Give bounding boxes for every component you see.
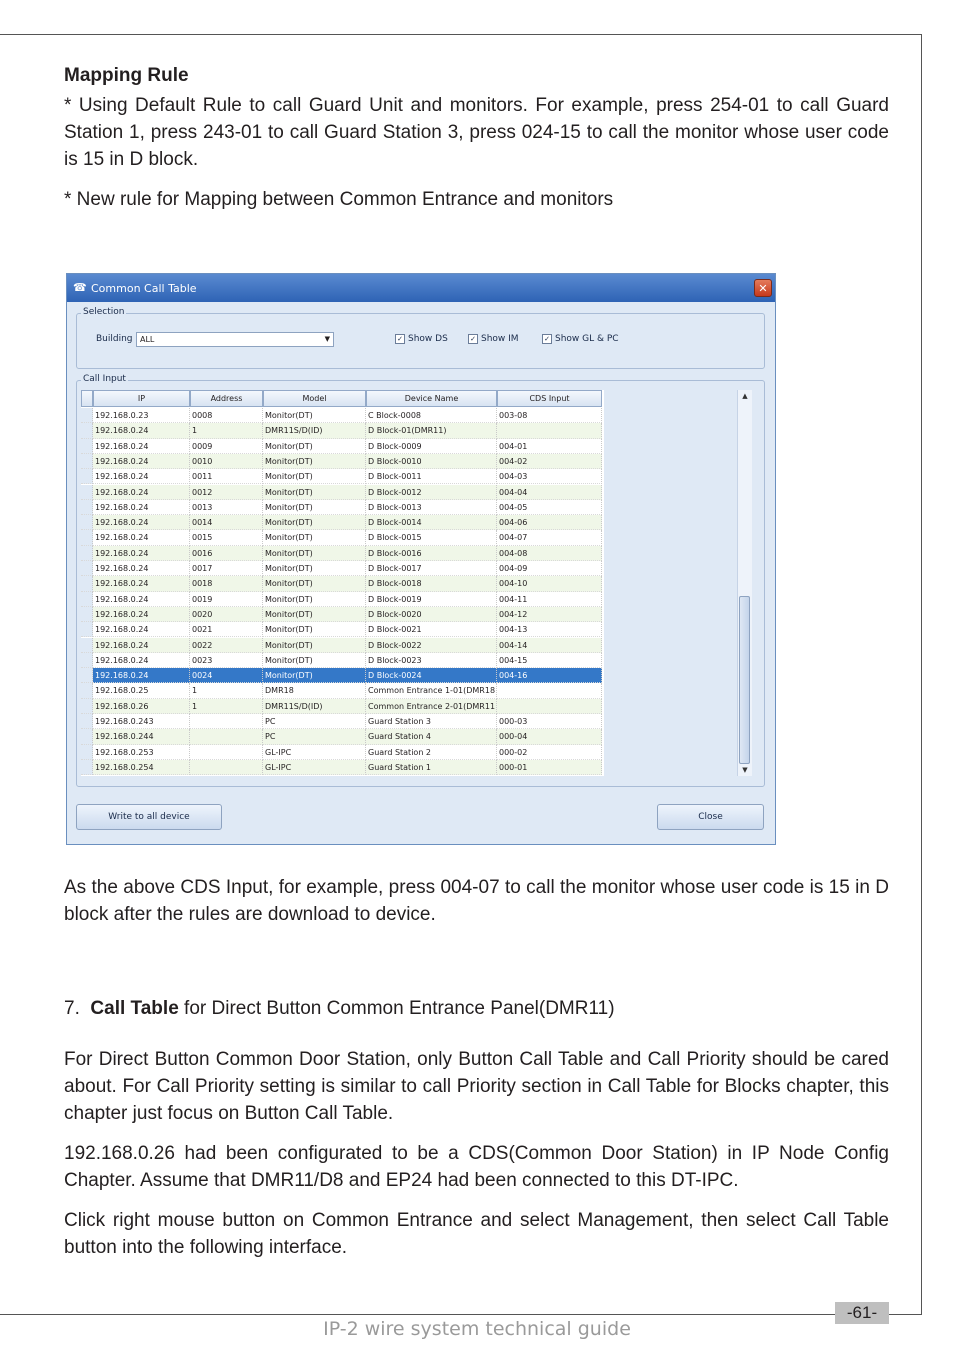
table-cell: 0012: [190, 485, 263, 500]
table-row[interactable]: [81, 530, 602, 545]
table-row[interactable]: [81, 469, 602, 484]
row-header[interactable]: [81, 454, 93, 469]
table-cell: 004-10: [497, 576, 602, 591]
table-cell: 192.168.0.24: [93, 592, 190, 607]
table-cell: Monitor(DT): [263, 576, 366, 591]
window-title: Common Call Table: [91, 281, 197, 295]
selection-group-label: Selection: [83, 307, 125, 317]
table-cell: D Block-0019: [366, 592, 497, 607]
scroll-up-icon[interactable]: ▲: [742, 392, 748, 400]
table-cell: 192.168.0.25: [93, 683, 190, 698]
show-ds-checkbox[interactable]: [395, 334, 448, 344]
row-header[interactable]: [81, 745, 93, 760]
footer-guide-title: IP-2 wire system technical guide: [323, 1318, 631, 1340]
table-cell: 0020: [190, 607, 263, 622]
table-cell: 000-01: [497, 760, 602, 775]
row-header[interactable]: [81, 561, 93, 576]
table-row[interactable]: [81, 592, 602, 607]
table-cell: 004-02: [497, 454, 602, 469]
building-select[interactable]: [136, 332, 334, 347]
table-cell: 0009: [190, 439, 263, 454]
table-cell: Monitor(DT): [263, 592, 366, 607]
common-call-table-window: [66, 273, 776, 845]
table-cell: [190, 745, 263, 760]
table-cell: [497, 699, 602, 714]
table-cell: 0014: [190, 515, 263, 530]
table-cell: D Block-0020: [366, 607, 497, 622]
table-cell: 004-14: [497, 638, 602, 653]
table-cell: 000-02: [497, 745, 602, 760]
row-header[interactable]: [81, 622, 93, 637]
table-cell: 004-13: [497, 622, 602, 637]
table-cell: 0024: [190, 668, 263, 683]
row-header[interactable]: [81, 729, 93, 744]
table-cell: Monitor(DT): [263, 638, 366, 653]
table-cell: DMR11S/D(ID): [263, 423, 366, 438]
chevron-down-icon: ▼: [324, 335, 330, 343]
row-header[interactable]: [81, 469, 93, 484]
table-cell: 192.168.0.24: [93, 485, 190, 500]
table-row[interactable]: [81, 745, 602, 760]
table-cell: 0015: [190, 530, 263, 545]
table-cell: 000-04: [497, 729, 602, 744]
table-row[interactable]: [81, 439, 602, 454]
table-cell: D Block-0010: [366, 454, 497, 469]
table-cell: Guard Station 2: [366, 745, 497, 760]
table-row[interactable]: [81, 423, 602, 438]
table-cell: Monitor(DT): [263, 668, 366, 683]
table-cell: D Block-0013: [366, 500, 497, 515]
table-cell: 192.168.0.24: [93, 561, 190, 576]
table-cell: 192.168.0.253: [93, 745, 190, 760]
window-title-bar: [67, 274, 775, 302]
column-header[interactable]: Address: [190, 390, 263, 407]
table-cell: D Block-0009: [366, 439, 497, 454]
table-row[interactable]: [81, 515, 602, 530]
table-cell: 192.168.0.24: [93, 530, 190, 545]
table-cell: 192.168.0.24: [93, 454, 190, 469]
scrollbar-thumb[interactable]: [739, 596, 750, 764]
call-table-paragraph-1: For Direct Button Common Door Station, only Button Call Table and Call Priority should be cared about. For Call Priority setting is similar to call Priority section in Call Table for Blocks chapter, this chapter just focus on Button Call Table.: [64, 1049, 889, 1124]
row-header[interactable]: [81, 500, 93, 515]
column-header[interactable]: IP: [93, 390, 190, 407]
section-mapping-rule: [64, 62, 889, 213]
row-header[interactable]: [81, 576, 93, 591]
table-cell: 192.168.0.24: [93, 546, 190, 561]
show-ds-label: Show DS: [408, 334, 448, 344]
table-cell: 192.168.0.24: [93, 622, 190, 637]
table-row[interactable]: [81, 576, 602, 591]
table-cell: 004-15: [497, 653, 602, 668]
close-button[interactable]: Close: [657, 804, 764, 830]
row-header[interactable]: [81, 699, 93, 714]
table-cell: Monitor(DT): [263, 485, 366, 500]
table-cell: Monitor(DT): [263, 500, 366, 515]
row-header[interactable]: [81, 592, 93, 607]
column-header[interactable]: Device Name: [366, 390, 497, 407]
table-cell: 004-08: [497, 546, 602, 561]
table-row[interactable]: [81, 683, 602, 698]
table-cell: Monitor(DT): [263, 561, 366, 576]
call-table-heading: [64, 995, 889, 1022]
scroll-down-icon[interactable]: ▼: [742, 766, 748, 774]
table-row[interactable]: [81, 408, 602, 423]
table-cell: 0022: [190, 638, 263, 653]
table-cell: D Block-0023: [366, 653, 497, 668]
table-cell: 192.168.0.24: [93, 653, 190, 668]
table-cell: DMR18: [263, 683, 366, 698]
row-header[interactable]: [81, 683, 93, 698]
building-label: Building: [96, 334, 133, 344]
call-table-paragraph-3: Click right mouse button on Common Entrance and select Management, then select Call Table button into the following interface.: [64, 1210, 889, 1258]
table-cell: Guard Station 3: [366, 714, 497, 729]
table-cell: [190, 729, 263, 744]
table-cell: D Block-0012: [366, 485, 497, 500]
window-close-button[interactable]: ✕: [754, 279, 772, 297]
table-cell: Monitor(DT): [263, 607, 366, 622]
table-row[interactable]: [81, 638, 602, 653]
page-number: -61-: [835, 1302, 889, 1324]
section-title-bold: Call Table: [90, 998, 179, 1019]
mapping-rule-bullet-1: * Using Default Rule to call Guard Unit and monitors. For example, press 254-01 to call Guard Station 1, press 243-01 to call Guard Station 3, press 024-15 to call the monitor whose user code is 15 in D block.: [64, 95, 889, 170]
table-cell: D Block-0015: [366, 530, 497, 545]
row-header[interactable]: [81, 607, 93, 622]
row-header[interactable]: [81, 408, 93, 423]
table-row[interactable]: [81, 668, 602, 683]
table-cell: D Block-0017: [366, 561, 497, 576]
table-cell: D Block-0018: [366, 576, 497, 591]
table-cell: 192.168.0.243: [93, 714, 190, 729]
table-vertical-scrollbar[interactable]: [737, 390, 752, 776]
table-cell: Monitor(DT): [263, 530, 366, 545]
row-header[interactable]: [81, 714, 93, 729]
checkbox-checked-icon: ✓: [468, 334, 478, 344]
table-cell: 0021: [190, 622, 263, 637]
row-header[interactable]: [81, 668, 93, 683]
table-cell: 0013: [190, 500, 263, 515]
write-to-all-device-button[interactable]: Write to all device: [76, 804, 222, 830]
row-header[interactable]: [81, 530, 93, 545]
table-cell: [497, 683, 602, 698]
table-cell: D Block-0014: [366, 515, 497, 530]
table-row[interactable]: [81, 760, 602, 775]
table-row[interactable]: [81, 561, 602, 576]
table-cell: 004-11: [497, 592, 602, 607]
table-row[interactable]: [81, 622, 602, 637]
table-row[interactable]: [81, 714, 602, 729]
page-frame-top: [0, 34, 922, 35]
row-header-corner: [81, 390, 93, 407]
table-cell: C Block-0008: [366, 408, 497, 423]
table-cell: 004-06: [497, 515, 602, 530]
table-row[interactable]: [81, 454, 602, 469]
row-header[interactable]: [81, 485, 93, 500]
table-cell: Guard Station 1: [366, 760, 497, 775]
app-icon: ☎: [73, 281, 87, 294]
show-im-checkbox[interactable]: [468, 334, 519, 344]
table-cell: 004-07: [497, 530, 602, 545]
table-cell: GL-IPC: [263, 760, 366, 775]
table-cell: [497, 423, 602, 438]
table-cell: 192.168.0.244: [93, 729, 190, 744]
table-cell: 192.168.0.23: [93, 408, 190, 423]
table-cell: DMR11S/D(ID): [263, 699, 366, 714]
table-cell: 0018: [190, 576, 263, 591]
row-header[interactable]: [81, 546, 93, 561]
table-row[interactable]: [81, 607, 602, 622]
table-cell: 192.168.0.24: [93, 668, 190, 683]
mapping-rule-bullet-2: * New rule for Mapping between Common Entrance and monitors: [64, 189, 614, 210]
table-cell: [190, 714, 263, 729]
section-number: 7.: [64, 998, 80, 1019]
page-frame-bottom: [0, 1314, 922, 1315]
table-header: [81, 390, 602, 407]
table-cell: 004-01: [497, 439, 602, 454]
table-row[interactable]: [81, 699, 602, 714]
table-cell: Common Entrance 1-01(DMR18: [366, 683, 497, 698]
table-cell: 000-03: [497, 714, 602, 729]
row-header[interactable]: [81, 638, 93, 653]
table-cell: 192.168.0.26: [93, 699, 190, 714]
table-cell: 004-03: [497, 469, 602, 484]
row-header[interactable]: [81, 653, 93, 668]
table-cell: 0017: [190, 561, 263, 576]
table-cell: GL-IPC: [263, 745, 366, 760]
table-cell: Monitor(DT): [263, 439, 366, 454]
table-cell: 0011: [190, 469, 263, 484]
table-cell: 192.168.0.24: [93, 607, 190, 622]
section-call-table: [64, 995, 889, 1261]
table-cell: Common Entrance 2-01(DMR11: [366, 699, 497, 714]
page-frame-right: [921, 34, 922, 1315]
table-cell: 004-04: [497, 485, 602, 500]
section-cds-input: [64, 874, 889, 928]
table-cell: D Block-0021: [366, 622, 497, 637]
table-cell: Monitor(DT): [263, 546, 366, 561]
building-select-value: ALL: [140, 335, 155, 344]
row-header[interactable]: [81, 439, 93, 454]
table-cell: PC: [263, 729, 366, 744]
table-cell: D Block-0016: [366, 546, 497, 561]
call-input-group-label: Call Input: [83, 374, 126, 384]
table-cell: 004-16: [497, 668, 602, 683]
table-cell: Monitor(DT): [263, 469, 366, 484]
table-cell: 004-09: [497, 561, 602, 576]
column-header[interactable]: Model: [263, 390, 366, 407]
table-cell: 0008: [190, 408, 263, 423]
table-cell: 0016: [190, 546, 263, 561]
table-cell: 192.168.0.24: [93, 576, 190, 591]
section-title-rest: for Direct Button Common Entrance Panel(DMR11): [178, 998, 615, 1019]
table-cell: 192.168.0.24: [93, 439, 190, 454]
table-row[interactable]: [81, 653, 602, 668]
table-cell: 0023: [190, 653, 263, 668]
checkbox-checked-icon: ✓: [542, 334, 552, 344]
table-cell: D Block-0022: [366, 638, 497, 653]
table-cell: 1: [190, 699, 263, 714]
show-glpc-checkbox[interactable]: [542, 334, 619, 344]
row-header[interactable]: [81, 423, 93, 438]
table-cell: D Block-0024: [366, 668, 497, 683]
table-cell: PC: [263, 714, 366, 729]
table-cell: [190, 760, 263, 775]
table-cell: 192.168.0.24: [93, 423, 190, 438]
table-cell: 192.168.0.24: [93, 638, 190, 653]
row-header[interactable]: [81, 760, 93, 775]
table-cell: 1: [190, 683, 263, 698]
table-cell: 192.168.0.254: [93, 760, 190, 775]
checkbox-checked-icon: ✓: [395, 334, 405, 344]
table-row[interactable]: [81, 729, 602, 744]
table-cell: 0010: [190, 454, 263, 469]
table-cell: Monitor(DT): [263, 653, 366, 668]
table-cell: 192.168.0.24: [93, 500, 190, 515]
mapping-rule-heading: Mapping Rule: [64, 65, 189, 86]
table-cell: Monitor(DT): [263, 454, 366, 469]
table-cell: Monitor(DT): [263, 408, 366, 423]
table-row[interactable]: [81, 485, 602, 500]
table-row[interactable]: [81, 546, 602, 561]
table-cell: Monitor(DT): [263, 515, 366, 530]
table-cell: 003-08: [497, 408, 602, 423]
cds-input-paragraph: As the above CDS Input, for example, press 004-07 to call the monitor whose user code is 15 in D block after the rules are download to device.: [64, 877, 889, 925]
table-cell: D Block-0011: [366, 469, 497, 484]
table-cell: Monitor(DT): [263, 622, 366, 637]
table-cell: 004-05: [497, 500, 602, 515]
call-table-paragraph-2: 192.168.0.26 had been configurated to be a CDS(Common Door Station) in IP Node Config Chapter. Assume that DMR11/D8 and EP24 had been connected to this DT-IPC.: [64, 1143, 889, 1191]
table-cell: 004-12: [497, 607, 602, 622]
table-row[interactable]: [81, 500, 602, 515]
table-cell: D Block-01(DMR11): [366, 423, 497, 438]
show-im-label: Show IM: [481, 334, 519, 344]
column-header[interactable]: CDS Input: [497, 390, 602, 407]
table-cell: Guard Station 4: [366, 729, 497, 744]
table-cell: 1: [190, 423, 263, 438]
call-input-table[interactable]: [81, 390, 604, 776]
show-glpc-label: Show GL & PC: [555, 334, 619, 344]
table-cell: 192.168.0.24: [93, 469, 190, 484]
row-header[interactable]: [81, 515, 93, 530]
table-cell: 192.168.0.24: [93, 515, 190, 530]
table-cell: 0019: [190, 592, 263, 607]
